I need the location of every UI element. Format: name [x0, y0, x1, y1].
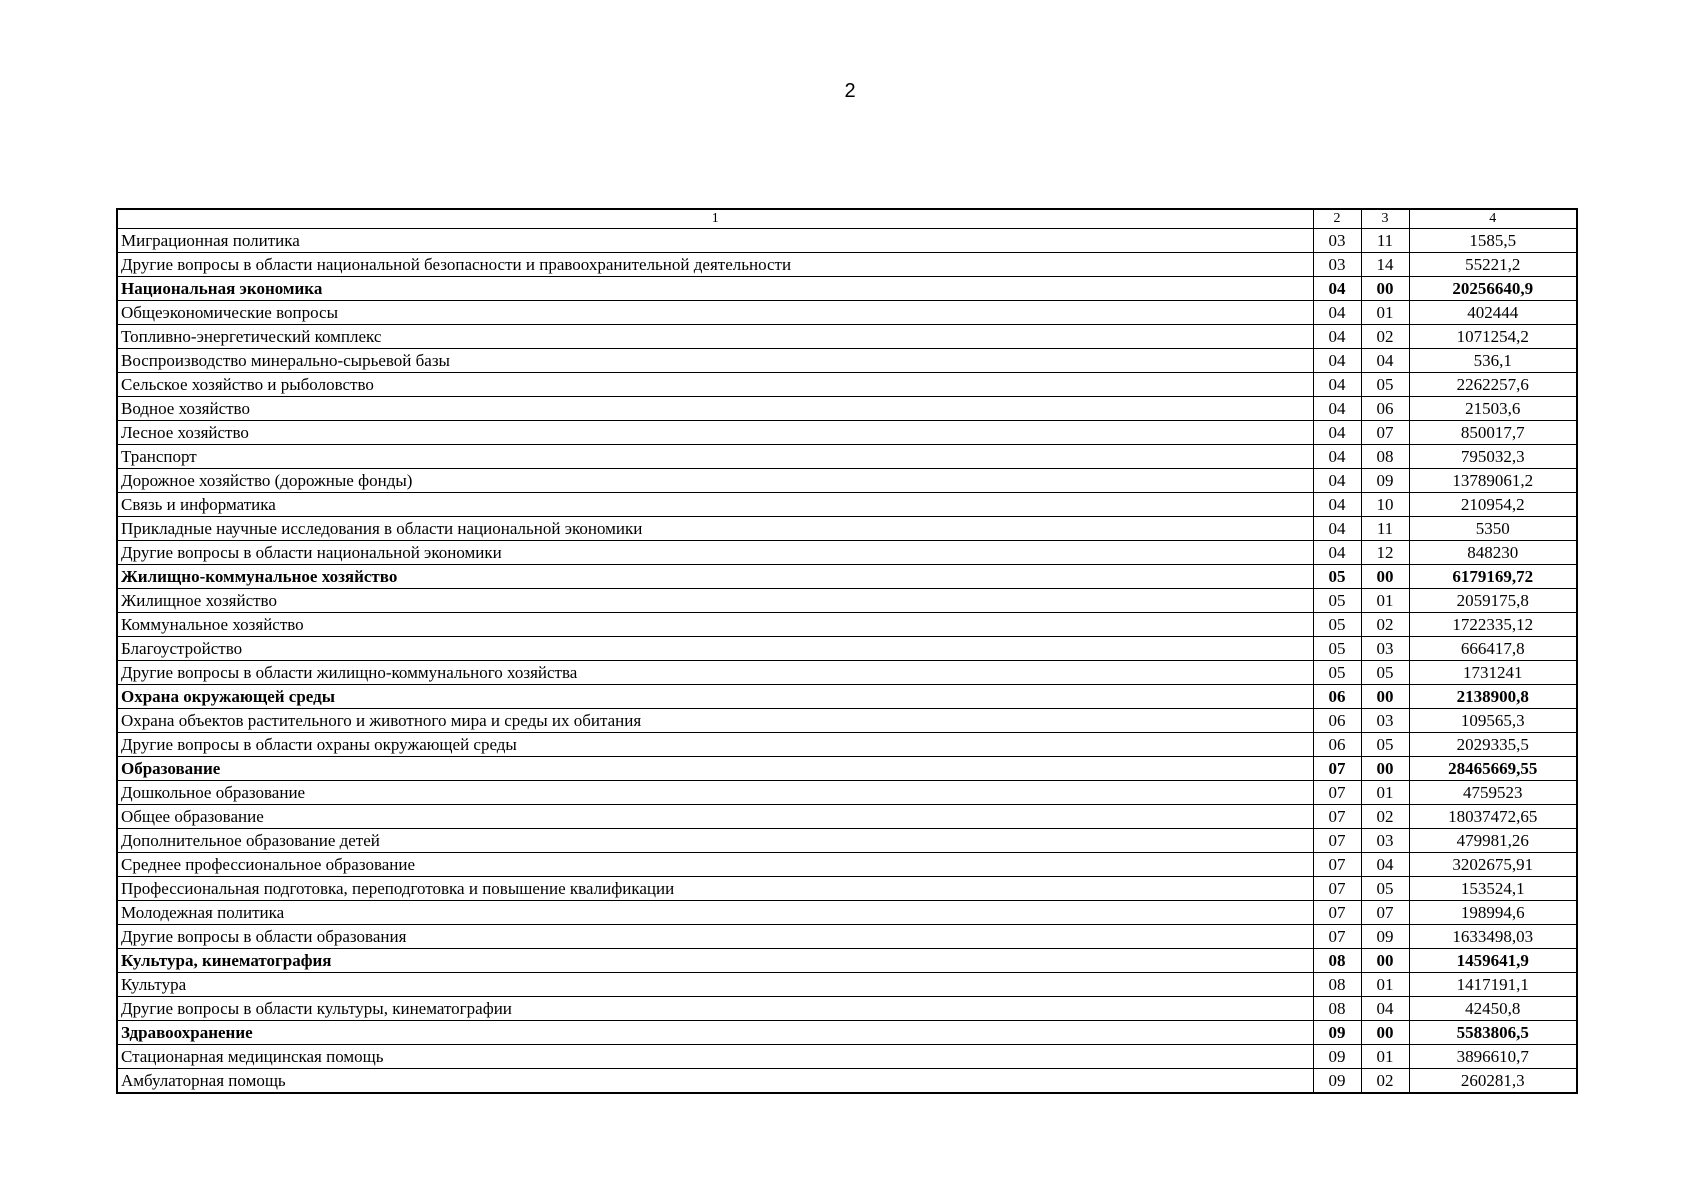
row-amount-cell: 18037472,65 [1409, 805, 1577, 829]
row-amount-cell: 109565,3 [1409, 709, 1577, 733]
row-subsection-code-cell: 00 [1361, 1021, 1409, 1045]
table-row [117, 709, 1577, 733]
row-section-code-cell: 09 [1313, 1069, 1361, 1094]
row-section-code-cell: 05 [1313, 637, 1361, 661]
table-row [117, 781, 1577, 805]
row-amount-cell: 1417191,1 [1409, 973, 1577, 997]
table-row [117, 661, 1577, 685]
row-amount-cell: 1633498,03 [1409, 925, 1577, 949]
table-row [117, 397, 1577, 421]
row-name-cell: Миграционная политика [117, 229, 1313, 253]
row-subsection-code-cell: 03 [1361, 709, 1409, 733]
page-number: 2 [844, 80, 856, 102]
table-row [117, 925, 1577, 949]
table-row [117, 373, 1577, 397]
row-name-cell: Водное хозяйство [117, 397, 1313, 421]
row-section-code-cell: 04 [1313, 541, 1361, 565]
row-subsection-code-cell: 01 [1361, 973, 1409, 997]
row-name-cell: Сельское хозяйство и рыболовство [117, 373, 1313, 397]
table-row [117, 277, 1577, 301]
table-row [117, 805, 1577, 829]
row-section-code-cell: 08 [1313, 997, 1361, 1021]
table-row [117, 613, 1577, 637]
row-subsection-code-cell: 09 [1361, 469, 1409, 493]
budget-table [116, 208, 1578, 1094]
table-row [117, 565, 1577, 589]
table-row [117, 877, 1577, 901]
table-row [117, 301, 1577, 325]
row-subsection-code-cell: 03 [1361, 637, 1409, 661]
row-subsection-code-cell: 02 [1361, 805, 1409, 829]
row-subsection-code-cell: 12 [1361, 541, 1409, 565]
table-row [117, 949, 1577, 973]
column-number-2: 2 [1313, 209, 1361, 229]
row-name-cell: Молодежная политика [117, 901, 1313, 925]
row-amount-cell: 260281,3 [1409, 1069, 1577, 1094]
row-subsection-code-cell: 09 [1361, 925, 1409, 949]
table-row [117, 349, 1577, 373]
row-subsection-code-cell: 10 [1361, 493, 1409, 517]
row-amount-cell: 6179169,72 [1409, 565, 1577, 589]
row-amount-cell: 666417,8 [1409, 637, 1577, 661]
row-name-cell: Другие вопросы в области культуры, кинематографии [117, 997, 1313, 1021]
row-amount-cell: 55221,2 [1409, 253, 1577, 277]
row-name-cell: Воспроизводство минерально-сырьевой базы [117, 349, 1313, 373]
table-row [117, 997, 1577, 1021]
row-subsection-code-cell: 06 [1361, 397, 1409, 421]
row-subsection-code-cell: 05 [1361, 661, 1409, 685]
row-subsection-code-cell: 08 [1361, 445, 1409, 469]
row-amount-cell: 20256640,9 [1409, 277, 1577, 301]
row-subsection-code-cell: 02 [1361, 325, 1409, 349]
row-subsection-code-cell: 00 [1361, 277, 1409, 301]
row-name-cell: Амбулаторная помощь [117, 1069, 1313, 1094]
row-amount-cell: 1722335,12 [1409, 613, 1577, 637]
row-subsection-code-cell: 11 [1361, 229, 1409, 253]
row-section-code-cell: 07 [1313, 877, 1361, 901]
row-section-code-cell: 09 [1313, 1045, 1361, 1069]
row-name-cell: Охрана окружающей среды [117, 685, 1313, 709]
row-amount-cell: 198994,6 [1409, 901, 1577, 925]
row-amount-cell: 4759523 [1409, 781, 1577, 805]
row-name-cell: Образование [117, 757, 1313, 781]
table-row [117, 1045, 1577, 1069]
row-section-code-cell: 05 [1313, 589, 1361, 613]
row-subsection-code-cell: 00 [1361, 685, 1409, 709]
row-name-cell: Благоустройство [117, 637, 1313, 661]
row-name-cell: Лесное хозяйство [117, 421, 1313, 445]
row-section-code-cell: 08 [1313, 973, 1361, 997]
row-name-cell: Среднее профессиональное образование [117, 853, 1313, 877]
row-subsection-code-cell: 01 [1361, 781, 1409, 805]
row-amount-cell: 2059175,8 [1409, 589, 1577, 613]
row-name-cell: Коммунальное хозяйство [117, 613, 1313, 637]
table-row [117, 829, 1577, 853]
row-section-code-cell: 05 [1313, 613, 1361, 637]
table-body [117, 209, 1577, 1093]
row-amount-cell: 42450,8 [1409, 997, 1577, 1021]
column-number-1: 1 [117, 209, 1313, 229]
table-row [117, 733, 1577, 757]
row-amount-cell: 13789061,2 [1409, 469, 1577, 493]
column-number-3: 3 [1361, 209, 1409, 229]
row-amount-cell: 795032,3 [1409, 445, 1577, 469]
row-name-cell: Транспорт [117, 445, 1313, 469]
row-amount-cell: 1585,5 [1409, 229, 1577, 253]
row-amount-cell: 3896610,7 [1409, 1045, 1577, 1069]
row-amount-cell: 2029335,5 [1409, 733, 1577, 757]
table-row [117, 901, 1577, 925]
row-section-code-cell: 04 [1313, 301, 1361, 325]
row-subsection-code-cell: 07 [1361, 901, 1409, 925]
row-section-code-cell: 04 [1313, 325, 1361, 349]
row-section-code-cell: 04 [1313, 517, 1361, 541]
row-name-cell: Культура, кинематография [117, 949, 1313, 973]
row-section-code-cell: 04 [1313, 493, 1361, 517]
row-section-code-cell: 07 [1313, 853, 1361, 877]
table-row [117, 685, 1577, 709]
row-amount-cell: 2262257,6 [1409, 373, 1577, 397]
row-section-code-cell: 03 [1313, 253, 1361, 277]
row-amount-cell: 1731241 [1409, 661, 1577, 685]
row-subsection-code-cell: 03 [1361, 829, 1409, 853]
row-amount-cell: 479981,26 [1409, 829, 1577, 853]
row-subsection-code-cell: 00 [1361, 757, 1409, 781]
row-name-cell: Другие вопросы в области охраны окружающей среды [117, 733, 1313, 757]
table-row [117, 589, 1577, 613]
row-section-code-cell: 07 [1313, 781, 1361, 805]
row-name-cell: Охрана объектов растительного и животного мира и среды их обитания [117, 709, 1313, 733]
row-name-cell: Другие вопросы в области жилищно-коммунального хозяйства [117, 661, 1313, 685]
table-row [117, 1069, 1577, 1094]
row-amount-cell: 153524,1 [1409, 877, 1577, 901]
row-section-code-cell: 04 [1313, 397, 1361, 421]
table-row [117, 493, 1577, 517]
row-subsection-code-cell: 04 [1361, 349, 1409, 373]
table-row [117, 853, 1577, 877]
row-section-code-cell: 04 [1313, 349, 1361, 373]
table-row [117, 757, 1577, 781]
row-amount-cell: 5583806,5 [1409, 1021, 1577, 1045]
row-amount-cell: 850017,7 [1409, 421, 1577, 445]
row-section-code-cell: 07 [1313, 805, 1361, 829]
row-subsection-code-cell: 01 [1361, 589, 1409, 613]
row-amount-cell: 5350 [1409, 517, 1577, 541]
row-name-cell: Стационарная медицинская помощь [117, 1045, 1313, 1069]
table-row [117, 445, 1577, 469]
row-subsection-code-cell: 14 [1361, 253, 1409, 277]
row-name-cell: Здравоохранение [117, 1021, 1313, 1045]
row-section-code-cell: 04 [1313, 469, 1361, 493]
table-row [117, 421, 1577, 445]
row-section-code-cell: 05 [1313, 565, 1361, 589]
row-name-cell: Национальная экономика [117, 277, 1313, 301]
row-name-cell: Дошкольное образование [117, 781, 1313, 805]
row-section-code-cell: 04 [1313, 421, 1361, 445]
table-row [117, 637, 1577, 661]
row-subsection-code-cell: 02 [1361, 613, 1409, 637]
row-name-cell: Культура [117, 973, 1313, 997]
row-subsection-code-cell: 11 [1361, 517, 1409, 541]
row-subsection-code-cell: 04 [1361, 853, 1409, 877]
row-section-code-cell: 07 [1313, 757, 1361, 781]
row-name-cell: Дорожное хозяйство (дорожные фонды) [117, 469, 1313, 493]
table-row [117, 517, 1577, 541]
table-row [117, 229, 1577, 253]
row-section-code-cell: 03 [1313, 229, 1361, 253]
table-row [117, 973, 1577, 997]
row-section-code-cell: 07 [1313, 901, 1361, 925]
row-name-cell: Дополнительное образование детей [117, 829, 1313, 853]
row-subsection-code-cell: 01 [1361, 301, 1409, 325]
column-number-row [117, 209, 1577, 229]
row-section-code-cell: 08 [1313, 949, 1361, 973]
row-subsection-code-cell: 05 [1361, 373, 1409, 397]
row-name-cell: Жилищно-коммунальное хозяйство [117, 565, 1313, 589]
row-name-cell: Другие вопросы в области национальной безопасности и правоохранительной деятельности [117, 253, 1313, 277]
table-row [117, 469, 1577, 493]
row-subsection-code-cell: 00 [1361, 565, 1409, 589]
row-subsection-code-cell: 02 [1361, 1069, 1409, 1094]
row-section-code-cell: 04 [1313, 445, 1361, 469]
row-section-code-cell: 09 [1313, 1021, 1361, 1045]
row-name-cell: Общее образование [117, 805, 1313, 829]
row-section-code-cell: 07 [1313, 829, 1361, 853]
row-subsection-code-cell: 04 [1361, 997, 1409, 1021]
row-amount-cell: 3202675,91 [1409, 853, 1577, 877]
row-amount-cell: 1459641,9 [1409, 949, 1577, 973]
row-subsection-code-cell: 00 [1361, 949, 1409, 973]
row-amount-cell: 536,1 [1409, 349, 1577, 373]
row-section-code-cell: 05 [1313, 661, 1361, 685]
row-section-code-cell: 06 [1313, 733, 1361, 757]
row-section-code-cell: 04 [1313, 277, 1361, 301]
row-amount-cell: 402444 [1409, 301, 1577, 325]
column-number-4: 4 [1409, 209, 1577, 229]
table-row [117, 1021, 1577, 1045]
table-row [117, 541, 1577, 565]
row-section-code-cell: 07 [1313, 925, 1361, 949]
row-amount-cell: 21503,6 [1409, 397, 1577, 421]
row-subsection-code-cell: 07 [1361, 421, 1409, 445]
row-subsection-code-cell: 05 [1361, 877, 1409, 901]
row-section-code-cell: 04 [1313, 373, 1361, 397]
row-name-cell: Прикладные научные исследования в области национальной экономики [117, 517, 1313, 541]
row-section-code-cell: 06 [1313, 685, 1361, 709]
row-name-cell: Профессиональная подготовка, переподготовка и повышение квалификации [117, 877, 1313, 901]
row-subsection-code-cell: 01 [1361, 1045, 1409, 1069]
row-amount-cell: 1071254,2 [1409, 325, 1577, 349]
row-name-cell: Топливно-энергетический комплекс [117, 325, 1313, 349]
row-name-cell: Другие вопросы в области образования [117, 925, 1313, 949]
table-row [117, 325, 1577, 349]
row-amount-cell: 2138900,8 [1409, 685, 1577, 709]
row-subsection-code-cell: 05 [1361, 733, 1409, 757]
row-name-cell: Общеэкономические вопросы [117, 301, 1313, 325]
row-name-cell: Другие вопросы в области национальной экономики [117, 541, 1313, 565]
row-name-cell: Связь и информатика [117, 493, 1313, 517]
row-name-cell: Жилищное хозяйство [117, 589, 1313, 613]
row-amount-cell: 28465669,55 [1409, 757, 1577, 781]
row-section-code-cell: 06 [1313, 709, 1361, 733]
row-amount-cell: 210954,2 [1409, 493, 1577, 517]
row-amount-cell: 848230 [1409, 541, 1577, 565]
table-row [117, 253, 1577, 277]
